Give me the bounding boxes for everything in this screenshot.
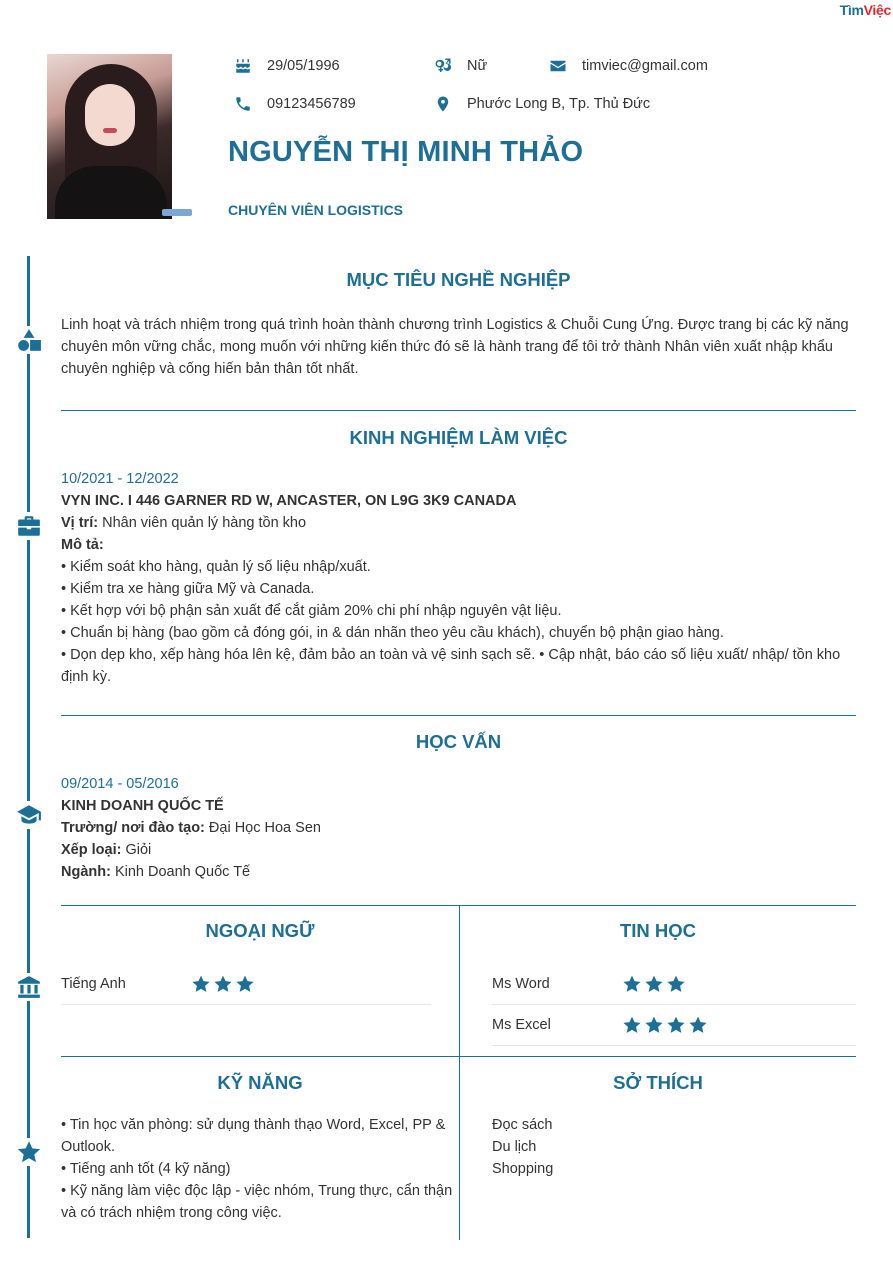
cake-icon: [233, 57, 253, 75]
languages-heading: NGOẠI NGỮ: [205, 920, 315, 941]
computer-skill-name: Ms Excel: [492, 1017, 551, 1033]
star-icon: [644, 974, 664, 994]
star-icon: [666, 1015, 686, 1035]
star-icon: [235, 974, 255, 994]
divider: [61, 1056, 856, 1057]
computer-skill-name: Ms Word: [492, 976, 550, 992]
star-icon: [15, 1138, 43, 1166]
map-pin-icon: [433, 95, 453, 113]
shapes-icon: [15, 326, 43, 354]
star-icon: [622, 1015, 642, 1035]
education-date: 09/2014 - 05/2016: [61, 776, 179, 792]
experience-date: 10/2021 - 12/2022: [61, 471, 179, 487]
experience-position: Vị trí: Nhân viên quản lý hàng tồn kho: [61, 515, 307, 531]
graduation-cap-icon: [15, 801, 43, 829]
star-icon: [644, 1015, 664, 1035]
skill-item: • Tiếng anh tốt (4 kỹ năng): [61, 1161, 231, 1177]
experience-bullet: • Chuẩn bị hàng (bao gồm cả đóng gói, in & dán nhãn theo yêu cầu khách), chuyển bộ phận giao hàng.: [61, 625, 724, 641]
timeline-line: [27, 256, 30, 1238]
phone-icon: [233, 95, 253, 113]
star-icon: [213, 974, 233, 994]
rating-stars: [622, 1015, 708, 1035]
address-field: Phước Long B, Tp. Thủ Đức: [433, 94, 650, 114]
star-icon: [688, 1015, 708, 1035]
skill-item: • Tin học văn phòng: sử dụng thành thạo Word, Excel, PP & Outlook.: [61, 1117, 446, 1155]
hobby-item: Du lịch: [492, 1139, 537, 1155]
computer-heading: TIN HỌC: [619, 920, 697, 941]
envelope-icon: [548, 57, 568, 75]
experience-heading: KINH NGHIỆM LÀM VIỆC: [349, 427, 568, 448]
experience-desc-label: Mô tả:: [61, 537, 104, 553]
education-heading: HỌC VẤN: [415, 731, 502, 752]
birthday-field: 29/05/1996: [233, 56, 340, 76]
education-rank: Xếp loại: Giỏi: [61, 842, 152, 858]
language-name: Tiếng Anh: [61, 976, 126, 992]
divider: [61, 410, 856, 411]
gender-icon: [433, 57, 453, 75]
skills-list: [61, 1114, 457, 1224]
hobby-item: Shopping: [492, 1161, 554, 1177]
email-field[interactable]: timviec@gmail.com: [548, 56, 708, 76]
hobbies-list: [492, 1114, 852, 1180]
experience-bullet: • Kết hợp với bộ phận sản xuất để cắt giảm 20% chi phí nhập nguyên vật liệu.: [61, 603, 562, 619]
star-icon: [666, 974, 686, 994]
education-entry: [61, 773, 861, 883]
experience-bullet: • Kiểm soát kho hàng, quản lý số liệu nhập/xuất.: [61, 559, 371, 575]
education-school: Trường/ nơi đào tạo: Đại Học Hoa Sen: [61, 820, 321, 836]
star-icon: [622, 974, 642, 994]
divider: [61, 715, 856, 716]
skills-heading: KỸ NĂNG: [217, 1072, 303, 1093]
photo-watermark: [162, 209, 192, 216]
job-title: CHUYÊN VIÊN LOGISTICS: [228, 202, 404, 218]
star-icon: [191, 974, 211, 994]
objective-text: Linh hoạt và trách nhiệm trong quá trình hoàn thành chương trình Logistics & Chuỗi Cung Ứng. Được trang bị các kỹ năng chuyên môn vững chắc, mong muốn với những kiến thức đó sẽ là hành trang để tôi trở thành Nhân viên xuất nhập khẩu chuyên nghiệp và cống hiến bản thân tốt nhất.: [61, 317, 849, 377]
profile-photo: [47, 54, 172, 219]
gender-field: Nữ: [433, 56, 487, 76]
experience-bullet: • Kiểm tra xe hàng giữa Mỹ và Canada.: [61, 581, 315, 597]
skill-item: • Kỹ năng làm việc độc lập - việc nhóm, Trung thực, cẩn thận và có trách nhiệm trong công việc.: [61, 1183, 453, 1221]
education-field: Ngành: Kinh Doanh Quốc Tế: [61, 864, 251, 880]
experience-bullet: • Dọn dẹp kho, xếp hàng hóa lên kệ, đảm bảo an toàn và vệ sinh sạch sẽ. • Cập nhật, báo cáo số liệu xuất/ nhập/ tồn kho định kỳ.: [61, 647, 841, 685]
computer-skill-row: [492, 1005, 856, 1046]
hobby-item: Đọc sách: [492, 1117, 553, 1133]
candidate-name: NGUYỄN THỊ MINH THẢO: [228, 136, 584, 168]
bank-icon: [15, 973, 43, 1001]
hobbies-heading: SỞ THÍCH: [613, 1072, 703, 1093]
computer-skill-row: [492, 964, 856, 1005]
rating-stars: [191, 974, 255, 994]
brand-logo: TìmViệc: [839, 2, 891, 18]
language-row: [61, 964, 431, 1005]
objective-heading: MỤC TIÊU NGHỀ NGHIỆP: [346, 269, 571, 290]
briefcase-icon: [15, 512, 43, 540]
education-major-title: KINH DOANH QUỐC TẾ: [61, 798, 224, 814]
experience-company: VYN INC. I 446 GARNER RD W, ANCASTER, ON L9G 3K9 CANADA: [61, 493, 517, 509]
experience-entry: [61, 468, 861, 688]
rating-stars: [622, 974, 686, 994]
phone-field[interactable]: 09123456789: [233, 94, 356, 114]
